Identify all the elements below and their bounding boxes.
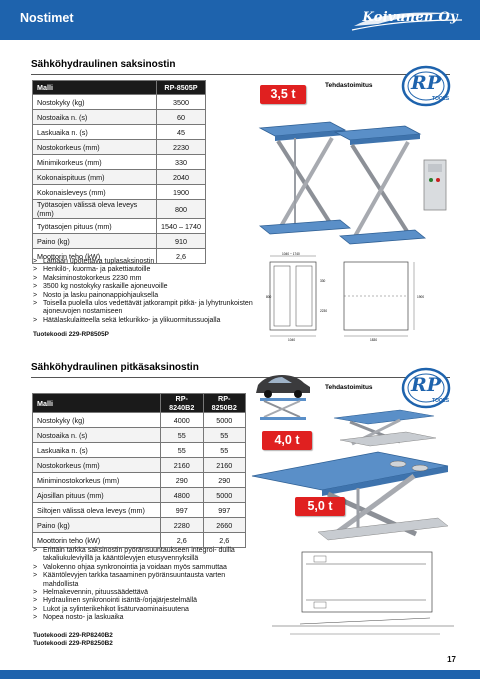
spec-value-cell: 290 [203,473,246,488]
spec-header-rp8250b2: RP-8250B2 [203,394,246,413]
table-row [33,428,246,443]
section2-divider [31,377,450,378]
spec-label-cell: Nostokorkeus (mm) [33,140,157,155]
list-item: > Maksiminostokorkeus 2230 mm [33,275,263,283]
section1-technical-drawing [264,252,460,342]
spec-value-cell: 5000 [203,488,246,503]
rp-logo-subtext: TOOLS [432,398,450,404]
list-item: > Hätälaskulaitteella sekä letkurikko- ja ylikuormitussuojalla [33,317,263,325]
spec-value-cell: 4800 [161,488,204,503]
spec-value-cell: 55 [161,428,204,443]
spec-value-cell: 45 [157,125,206,140]
spec-value-cell: 2660 [203,518,246,533]
page-category-title: Nostimet [20,11,74,25]
list-item: > Nosto ja lasku painonappiohjauksella [33,292,263,300]
capacity-badge-3-5t: 3,5 t [260,85,306,104]
section2-feature-list [33,547,253,623]
dim-330: 330 [320,279,326,283]
spec-value-cell: 5000 [203,413,246,428]
table-row [33,518,246,533]
spec-value-cell: 2160 [203,458,246,473]
section1-divider [31,74,450,75]
capacity-badge-4-0t: 4,0 t [262,431,312,450]
page-number: 17 [447,655,456,664]
double-scissor-lift-image [240,108,455,254]
section1-feature-list [33,258,263,325]
spec-label-cell: Nostoaika n. (s) [33,428,161,443]
spec-label-cell: Kokonaispituus (mm) [33,170,157,185]
spec-value-cell: 2,6 [157,249,206,264]
spec-label-cell: Siltojen välissä oleva leveys (mm) [33,503,161,518]
spec-label-cell: Paino (kg) [33,518,161,533]
list-item: > Erittäin tarkka saksinostin pyöränsuuntaukseen integroi- duilla takaliukuleviyillä ja kääntölevyjen etusyvennyksillä [33,547,253,564]
table-row [33,458,246,473]
spec-value-cell: 2,6 [161,533,204,548]
spec-value-cell: 997 [161,503,204,518]
spec-header-rp8505p: RP-8505P [157,81,206,95]
section2-product-code-1: Tuotekoodi 229-RP8240B2 [33,632,113,639]
page-header [0,0,480,40]
spec-value-cell: 2280 [161,518,204,533]
spec-header-model: Malli [33,394,161,413]
spec-value-cell: 1540 – 1740 [157,219,206,234]
spec-value-cell: 330 [157,155,206,170]
section2-supplier-note: Tehdastoimitus [325,384,373,391]
spec-label-cell: Työtasojen välissä oleva leveys (mm) [33,200,157,219]
capacity-badge-5-0t: 5,0 t [295,497,345,516]
spec-label-cell: Paino (kg) [33,234,157,249]
spec-value-cell: 800 [157,200,206,219]
spec-value-cell: 55 [203,428,246,443]
spec-label-cell: Miniminostokorkeus (mm) [33,473,161,488]
table-row [33,533,246,548]
spec-label-cell: Nostokorkeus (mm) [33,458,161,473]
table-row [33,200,206,219]
spec-value-cell: 55 [161,443,204,458]
dim-2230: 2230 [320,309,328,313]
spec-value-cell: 2,6 [203,533,246,548]
rp-logo-text: RP [411,374,442,396]
table-row [33,125,206,140]
spec-value-cell: 997 [203,503,246,518]
table-row [33,140,206,155]
spec-value-cell: 910 [157,234,206,249]
spec-value-cell: 2160 [161,458,204,473]
spec-header-rp8240b2: RP-8240B2 [161,394,204,413]
table-row [33,219,206,234]
table-row [33,473,246,488]
page-footer-bar [0,670,480,679]
spec-label-cell: Nostokyky (kg) [33,95,157,110]
list-item: > Hydraulinen synkronointi isäntä-/orjajärjestelmällä [33,597,253,605]
table-row [33,170,206,185]
section1-title: Sähköhydraulinen saksinostin [31,59,176,70]
table-row [33,413,246,428]
section1-product-code: Tuotekoodi 229-RP8505P [33,331,109,338]
spec-label-cell: Kokonaisleveys (mm) [33,185,157,200]
table-row [33,443,246,458]
spec-label-cell: Nostoaika n. (s) [33,110,157,125]
list-item: > 3500 kg nostokyky raskaille ajoneuvoille [33,283,263,291]
rp-logo-text: RP [411,72,442,94]
spec-label-cell: Minimikorkeus (mm) [33,155,157,170]
dim-800: 800 [266,295,272,299]
spec-label-cell: Moottorin teho (kW) [33,533,161,548]
spec-label-cell: Laskuaika n. (s) [33,125,157,140]
table-row [33,110,206,125]
spec-header-model: Malli [33,81,157,95]
spec-label-cell: Ajosillan pituus (mm) [33,488,161,503]
spec-label-cell: Moottorin teho (kW) [33,249,157,264]
dim-1040: 1040 [288,338,296,342]
section1-supplier-note: Tehdastoimitus [325,82,373,89]
section2-title: Sähköhydraulinen pitkäsaksinostin [31,362,199,373]
list-item: > Nopea nosto- ja laskuaika [33,614,253,622]
list-item: > Lattiaan upotettava tuplasaksinostin [33,258,263,266]
low-scissor-lift-image [330,404,440,450]
list-item: > Henkilö-, kuorma- ja pakettiautoille [33,266,263,274]
list-item: > Helmakevennin, pituussäädettävä [33,589,253,597]
table-row [33,488,246,503]
spec-value-cell: 3500 [157,95,206,110]
spec-value-cell: 4000 [161,413,204,428]
dim-1900: 1900 [417,295,425,299]
section2-technical-drawing [270,548,456,646]
spec-value-cell: 1900 [157,185,206,200]
spec-value-cell: 290 [161,473,204,488]
list-item: > Lukot ja sylinterikehikot lisäturvaominaisuutena [33,606,253,614]
dim-1040-1740: 1040 ~ 1740 [282,252,300,256]
section2-spec-table [32,393,246,548]
table-row [33,155,206,170]
table-row [33,185,206,200]
long-scissor-lift-image [248,448,453,543]
spec-value-cell: 60 [157,110,206,125]
car-on-lift-image [252,367,314,425]
spec-label-cell: Laskuaika n. (s) [33,443,161,458]
spec-value-cell: 2040 [157,170,206,185]
dim-1830: 1830 [370,338,378,342]
spec-label-cell: Työtasojen pituus (mm) [33,219,157,234]
section1-spec-table [32,80,206,264]
list-item: > Kääntölevyjen tarkka tasaaminen pyöränsuuntausta varten mahdollista [33,572,253,589]
rp-logo-subtext: TOOLS [432,96,450,102]
spec-value-cell: 55 [203,443,246,458]
spec-label-cell: Nostokyky (kg) [33,413,161,428]
list-item: > Toisella puolella ulos vedettävät jatkorampit pitkä- ja lyhytrunkoisten ajoneuvojen nostamiseen [33,300,263,317]
table-row [33,503,246,518]
table-row [33,95,206,110]
brand-name: Koivunen Oy [362,10,458,25]
section2-product-code-2: Tuotekoodi 229-RP8250B2 [33,640,113,647]
table-row [33,234,206,249]
spec-value-cell: 2230 [157,140,206,155]
list-item: > Valokenno ohjaa synkronointia ja voidaan myös sammuttaa [33,564,253,572]
